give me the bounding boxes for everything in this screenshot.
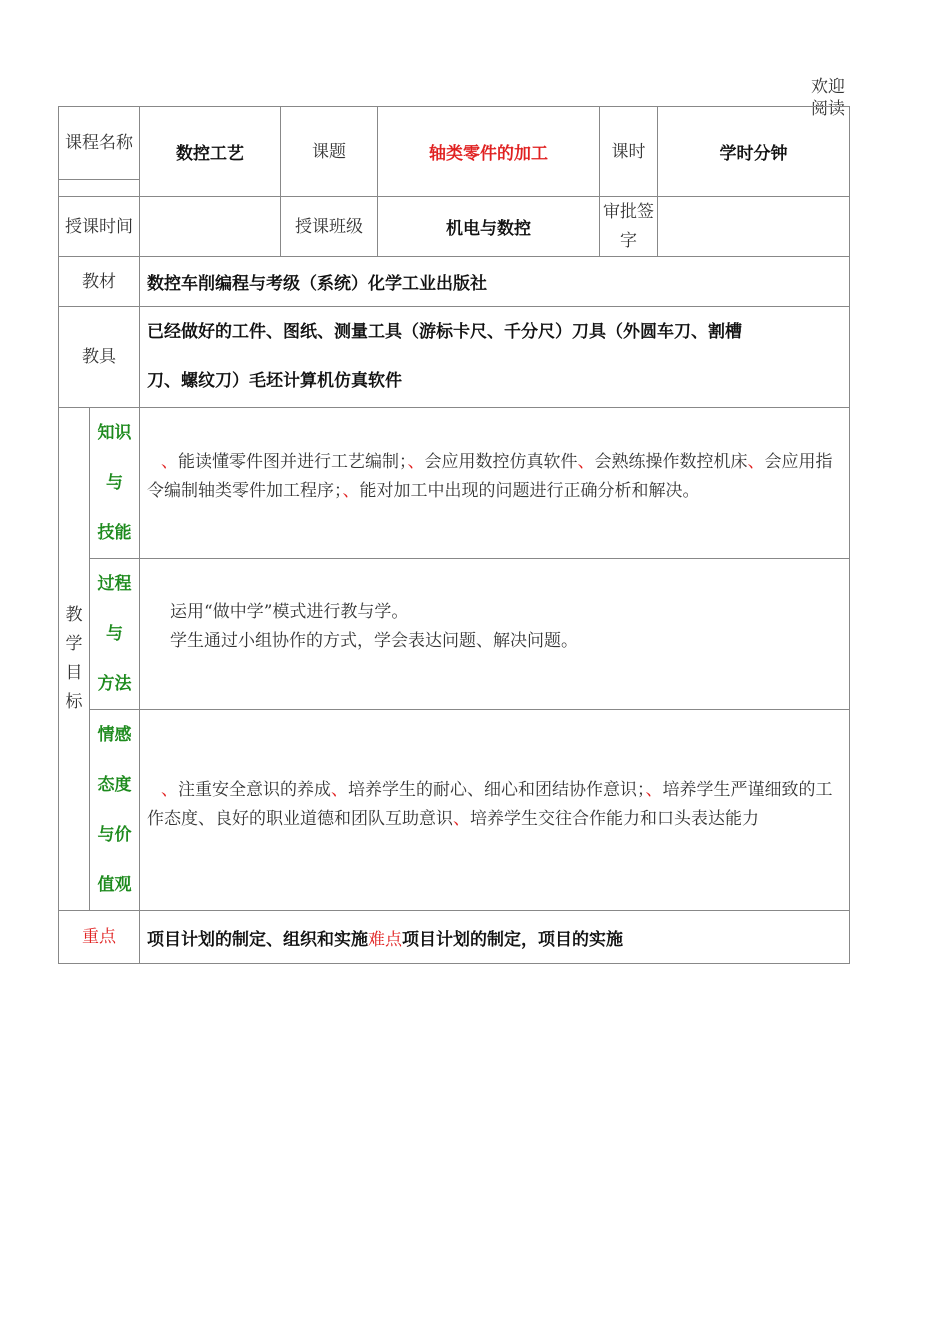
course-name-label-cell: [59, 107, 140, 197]
attitude-text: 、注重安全意识的养成、培养学生的耐心、细心和团结协作意识；、培养学生严谨细致的工作态度、良好的职业道德和团队互助意识、培养学生交往合作能力和口头表达能力: [140, 710, 850, 911]
course-name-value: 数控工艺: [140, 107, 281, 197]
textbook-label: 教材: [59, 257, 140, 307]
knowledge-label-3: 技能: [97, 523, 132, 543]
tools-value: [140, 307, 850, 408]
process-label-1: 过程: [97, 574, 132, 594]
topic-value: 轴类零件的加工: [378, 107, 600, 197]
tools-line-1: 已经做好的工件、图纸、测量工具（游标卡尺、千分尺）刀具（外圆车刀、割槽: [147, 322, 742, 342]
textbook-value: 数控车削编程与考级（系统）化学工业出版社: [140, 257, 850, 307]
row-tools: [59, 307, 850, 408]
knowledge-label-2: 与: [106, 473, 123, 493]
class-value: 机电与数控: [378, 197, 600, 257]
difficulty-text: 项目计划的制定，项目的实施: [402, 929, 623, 950]
class-label: 授课班级: [281, 197, 378, 257]
approval-value: [658, 197, 850, 257]
keypoints-text: [140, 911, 850, 964]
row-goal-process: [59, 559, 850, 710]
process-line-1: 运用“做中学”模式进行教与学。: [170, 602, 409, 622]
attitude-label-1: 情感: [97, 725, 132, 745]
row-schedule-info: [59, 197, 850, 257]
goals-label: [59, 408, 90, 911]
focus-label: 重点: [59, 911, 140, 964]
time-label: 授课时间: [59, 197, 140, 257]
difficulty-label: 难点: [368, 929, 402, 950]
corner-watermark-text: 欢迎阅读: [811, 77, 845, 119]
attitude-label-4: 值观: [97, 875, 132, 895]
row-textbook: [59, 257, 850, 307]
approval-label: 审批签字: [600, 197, 658, 257]
tools-label: 教具: [59, 307, 140, 408]
knowledge-text: 、能读懂零件图并进行工艺编制；、会应用数控仿真软件、会熟练操作数控机床、会应用指令编制轴类零件加工程序；、能对加工中出现的问题进行正确分析和解决。: [140, 408, 850, 559]
attitude-label-2: 态度: [97, 775, 132, 795]
process-label-2: 与: [106, 624, 123, 644]
process-label-3: 方法: [97, 674, 132, 694]
topic-label: 课题: [281, 107, 378, 197]
goals-label-text: 教学目标: [65, 605, 83, 712]
row-goal-attitude: [59, 710, 850, 911]
hours-label: 课时: [600, 107, 658, 197]
attitude-label-3: 与价: [97, 825, 132, 845]
process-label: [90, 559, 140, 710]
process-line-2: 学生通过小组协作的方式，学会表达问题、解决问题。: [170, 631, 578, 651]
tools-line-2: 刀、螺纹刀）毛坯计算机仿真软件: [147, 371, 402, 391]
row-goal-knowledge: [59, 408, 850, 559]
focus-text: 项目计划的制定、组织和实施: [147, 929, 368, 950]
row-course-info: [59, 107, 850, 197]
course-name-label: 课程名称: [65, 133, 133, 153]
attitude-label: [90, 710, 140, 911]
hours-value: 学时分钟: [658, 107, 850, 197]
lesson-plan-table: [58, 106, 850, 964]
time-value: [140, 197, 281, 257]
knowledge-label: [90, 408, 140, 559]
process-text: [140, 559, 850, 710]
knowledge-label-1: 知识: [97, 423, 132, 443]
row-keypoints: [59, 911, 850, 964]
